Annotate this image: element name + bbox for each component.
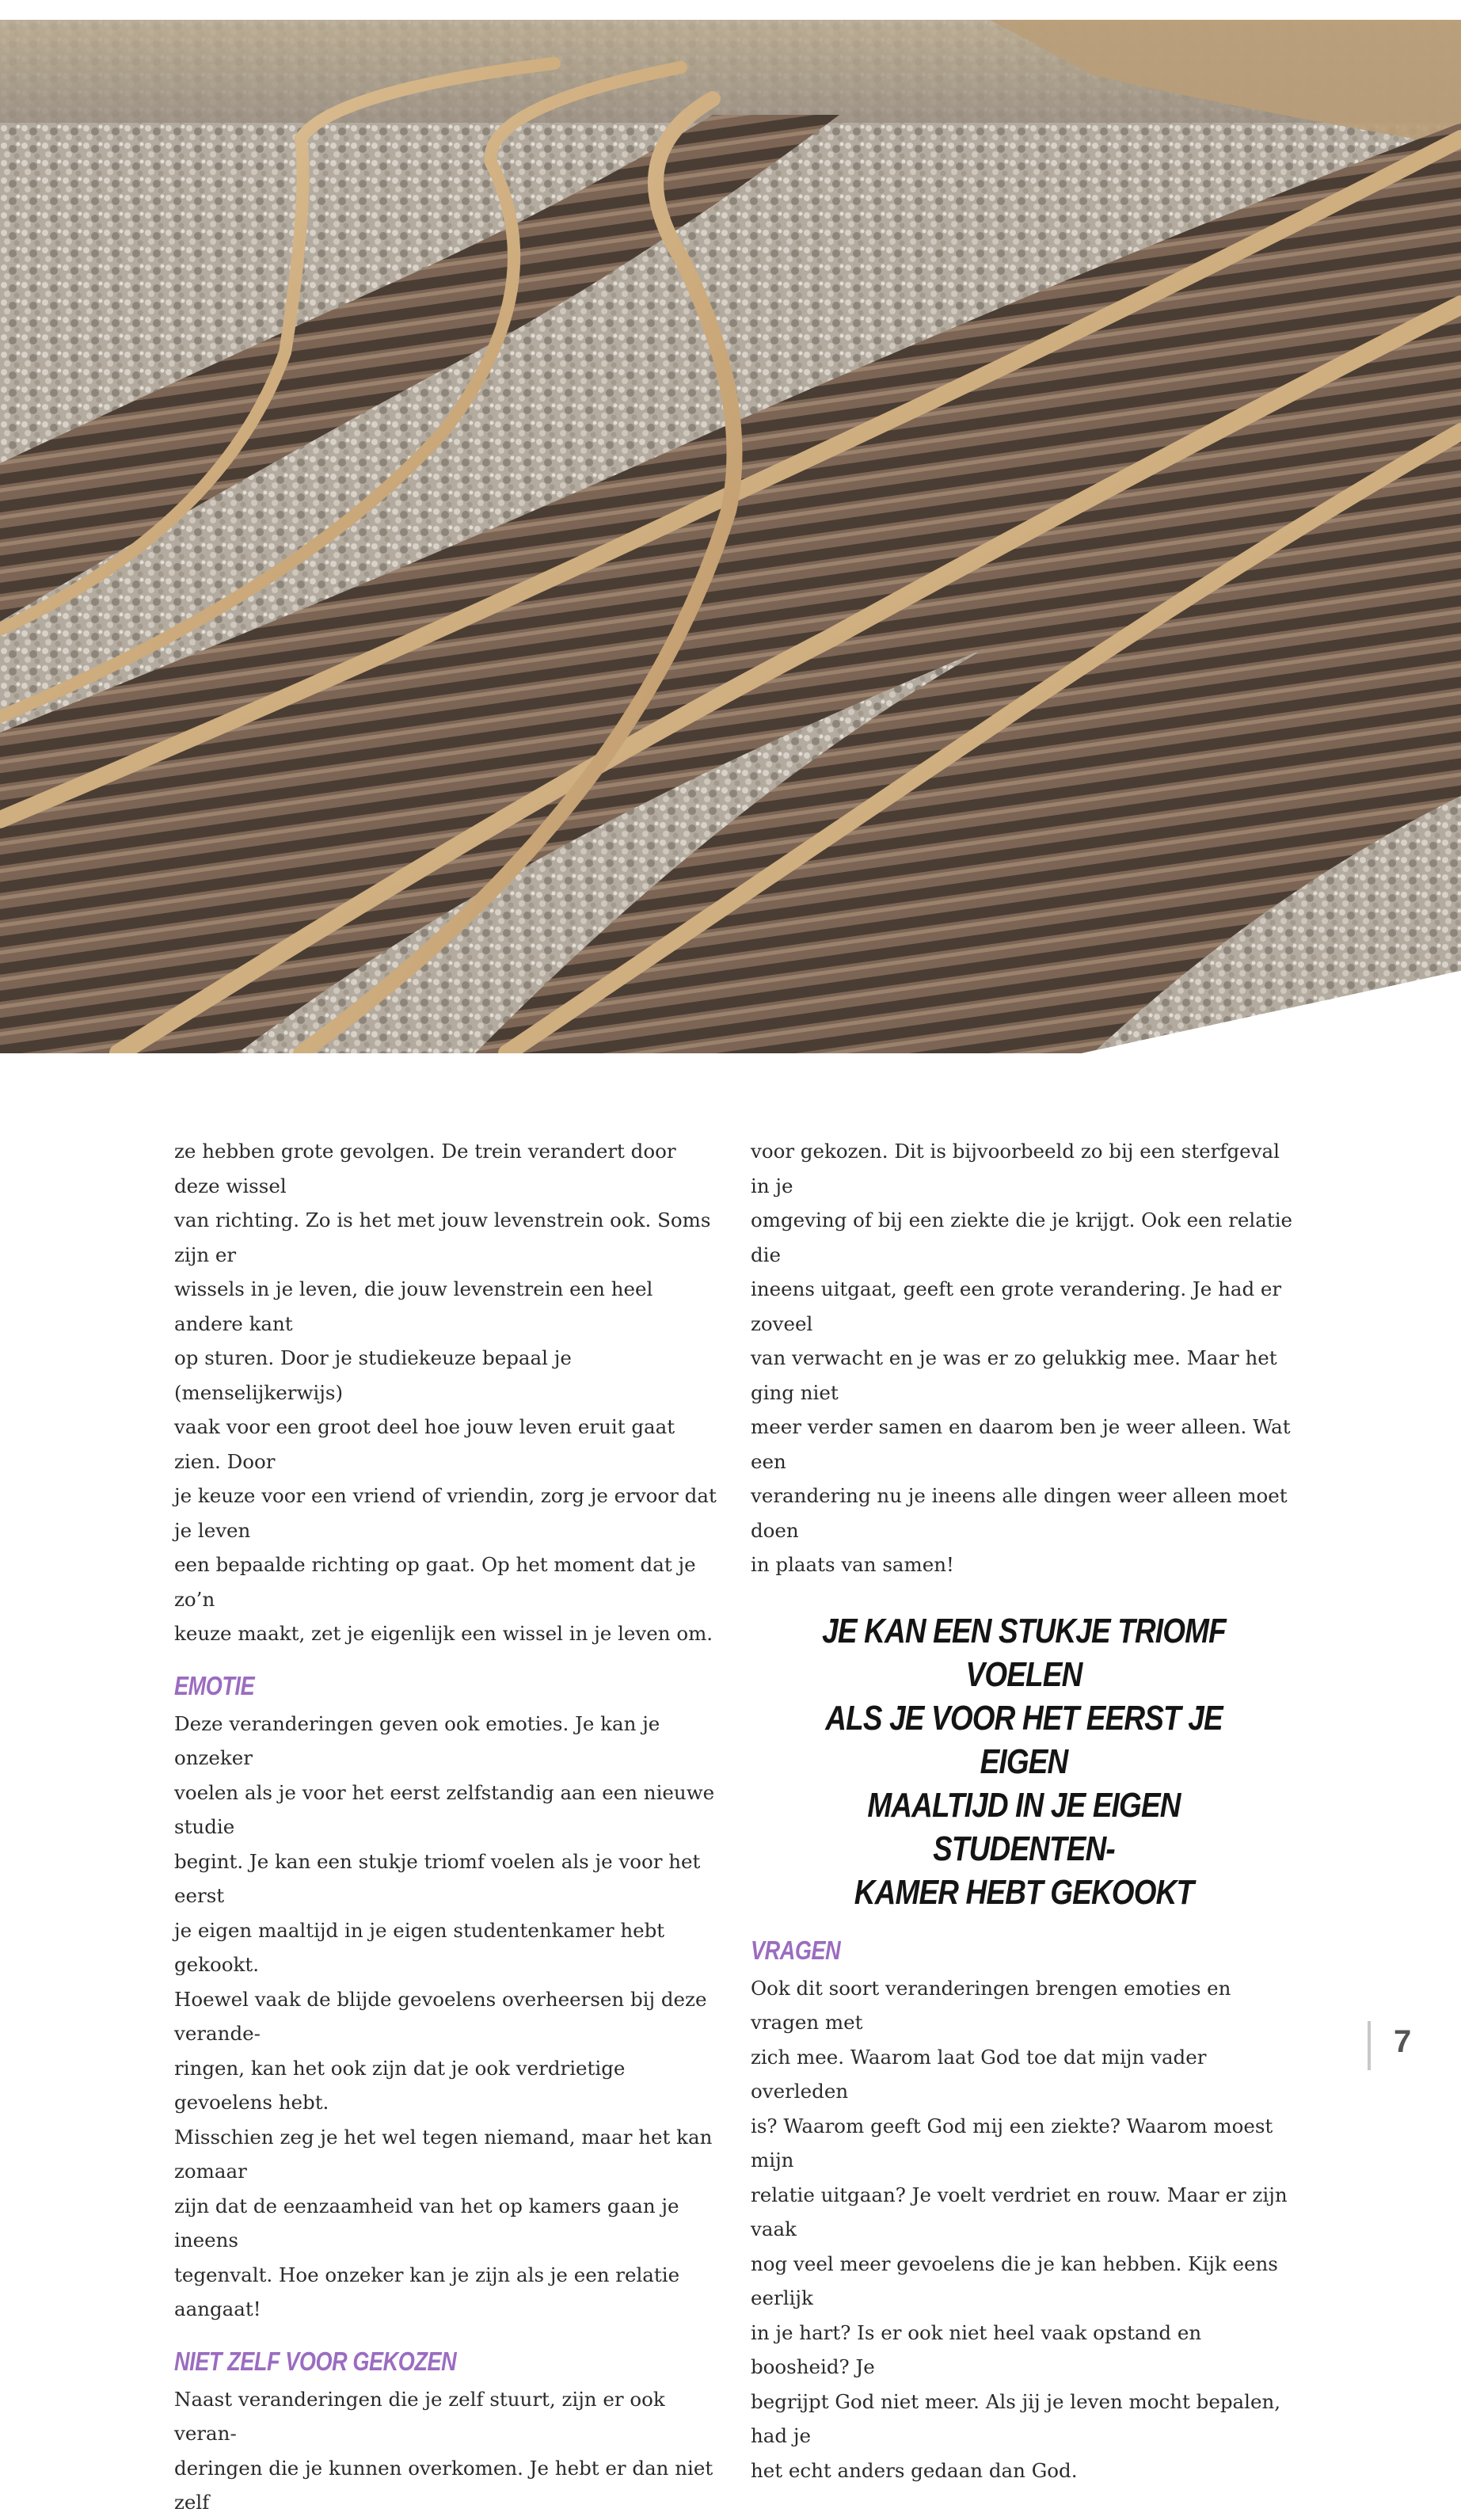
intro-line-3: wissels in je leven, die jouw levenstrein een heel andere kant (174, 1277, 653, 1335)
intro-line-1: ze hebben grote gevolgen. De trein verandert door deze wissel (174, 1140, 676, 1197)
vragen-line-2: zich mee. Waarom laat God toe dat mijn vader overleden (751, 2045, 1207, 2103)
emotie-line-4: je eigen maaltijd in je eigen studentenkamer hebt gekookt. (174, 1918, 665, 1976)
emotie-line-7: Misschien zeg je het wel tegen niemand, maar het kan zomaar (174, 2125, 713, 2183)
emotie-line-5: Hoewel vaak de blijde gevoelens overheersen bij deze verande- (174, 1987, 707, 2045)
emotie-line-1: Deze veranderingen geven ook emoties. Je kan je onzeker (174, 1711, 660, 1769)
railway-tracks-photo (0, 20, 1461, 1053)
continued-line-3: ineens uitgaat, geeft een grote verandering. Je had er zoveel (751, 1277, 1282, 1335)
vragen-line-8: het echt anders gedaan dan God. (751, 2458, 1078, 2482)
continued-line-6: verandering nu je ineens alle dingen weer alleen moet doen (751, 1484, 1288, 1542)
continued-line-1: voor gekozen. Dit is bijvoorbeeld zo bij een sterfgeval in je (751, 1140, 1280, 1197)
continued-line-5: meer verder samen en daarom ben je weer alleen. Wat een (751, 1415, 1291, 1473)
hero-photo (0, 20, 1461, 1053)
page-number: 7 (1394, 2024, 1412, 2059)
emotie-line-8: zijn dat de eenzaamheid van het op kamers gaan je ineens (174, 2194, 679, 2252)
heading-vragen: VRAGEN (751, 1935, 841, 1965)
intro-line-5: vaak voor een groot deel hoe jouw leven eruit gaat zien. Door (174, 1415, 675, 1473)
vragen-line-1: Ook dit soort veranderingen brengen emoties en vragen met (751, 1976, 1231, 2034)
niet-zelf-line-1: Naast veranderingen die je zelf stuurt, zijn er ook veran- (174, 2387, 665, 2445)
pull-quote (794, 1609, 1254, 1914)
quote-line-3: MAALTIJD IN JE EIGEN STUDENTEN- (867, 1785, 1181, 1868)
continued-line-2: omgeving of bij een ziekte die je krijgt. Ook een relatie die (751, 1209, 1293, 1266)
continued-line-7: in plaats van samen! (751, 1553, 954, 1576)
emotie-line-6: ringen, kan het ook zijn dat je ook verdrietige gevoelens hebt. (174, 2056, 626, 2114)
heading-niet-zelf: NIET ZELF VOOR GEKOZEN (174, 2346, 457, 2376)
page-number-divider (1368, 2021, 1371, 2070)
vragen-line-3: is? Waarom geeft God mij een ziekte? Waarom moest mijn (751, 2114, 1273, 2172)
intro-line-4: op sturen. Door je studiekeuze bepaal je (menselijkerwijs) (174, 1346, 572, 1404)
quote-line-1: JE KAN EEN STUKJE TRIOMF VOELEN (822, 1611, 1226, 1694)
niet-zelf-line-2: deringen die je kunnen overkomen. Je hebt er dan niet zelf (174, 2456, 713, 2514)
vragen-line-7: begrijpt God niet meer. Als jij je leven mocht bepalen, had je (751, 2389, 1281, 2447)
heading-emotie: EMOTIE (174, 1670, 255, 1700)
continued-line-4: van verwacht en je was er zo gelukkig mee. Maar het ging niet (751, 1346, 1277, 1404)
right-column (751, 1134, 1297, 2488)
intro-line-2: van richting. Zo is het met jouw levenstrein ook. Soms zijn er (174, 1209, 711, 1266)
vragen-line-4: relatie uitgaan? Je voelt verdriet en rouw. Maar er zijn vaak (751, 2183, 1288, 2240)
vragen-line-5: nog veel meer gevoelens die je kan hebben. Kijk eens eerlijk (751, 2252, 1278, 2309)
intro-line-7: een bepaalde richting op gaat. Op het moment dat je zo’n (174, 1553, 696, 1611)
vragen-line-6: in je hart? Is er ook niet heel vaak opstand en boosheid? Je (751, 2320, 1202, 2378)
emotie-line-9: tegenvalt. Hoe onzeker kan je zijn als je een relatie aangaat! (174, 2263, 680, 2320)
quote-line-2: ALS JE VOOR HET EERST JE EIGEN (825, 1698, 1223, 1781)
left-column (174, 1134, 721, 2520)
intro-line-8: keuze maakt, zet je eigenlijk een wissel in je leven om. (174, 1622, 713, 1645)
emotie-line-2: voelen als je voor het eerst zelfstandig aan een nieuwe studie (174, 1780, 715, 1838)
intro-line-6: je keuze voor een vriend of vriendin, zorg je ervoor dat je leven (174, 1484, 717, 1542)
quote-line-4: KAMER HEBT GEKOOKT (854, 1872, 1194, 1912)
emotie-line-3: begint. Je kan een stukje triomf voelen als je voor het eerst (174, 1849, 701, 1907)
